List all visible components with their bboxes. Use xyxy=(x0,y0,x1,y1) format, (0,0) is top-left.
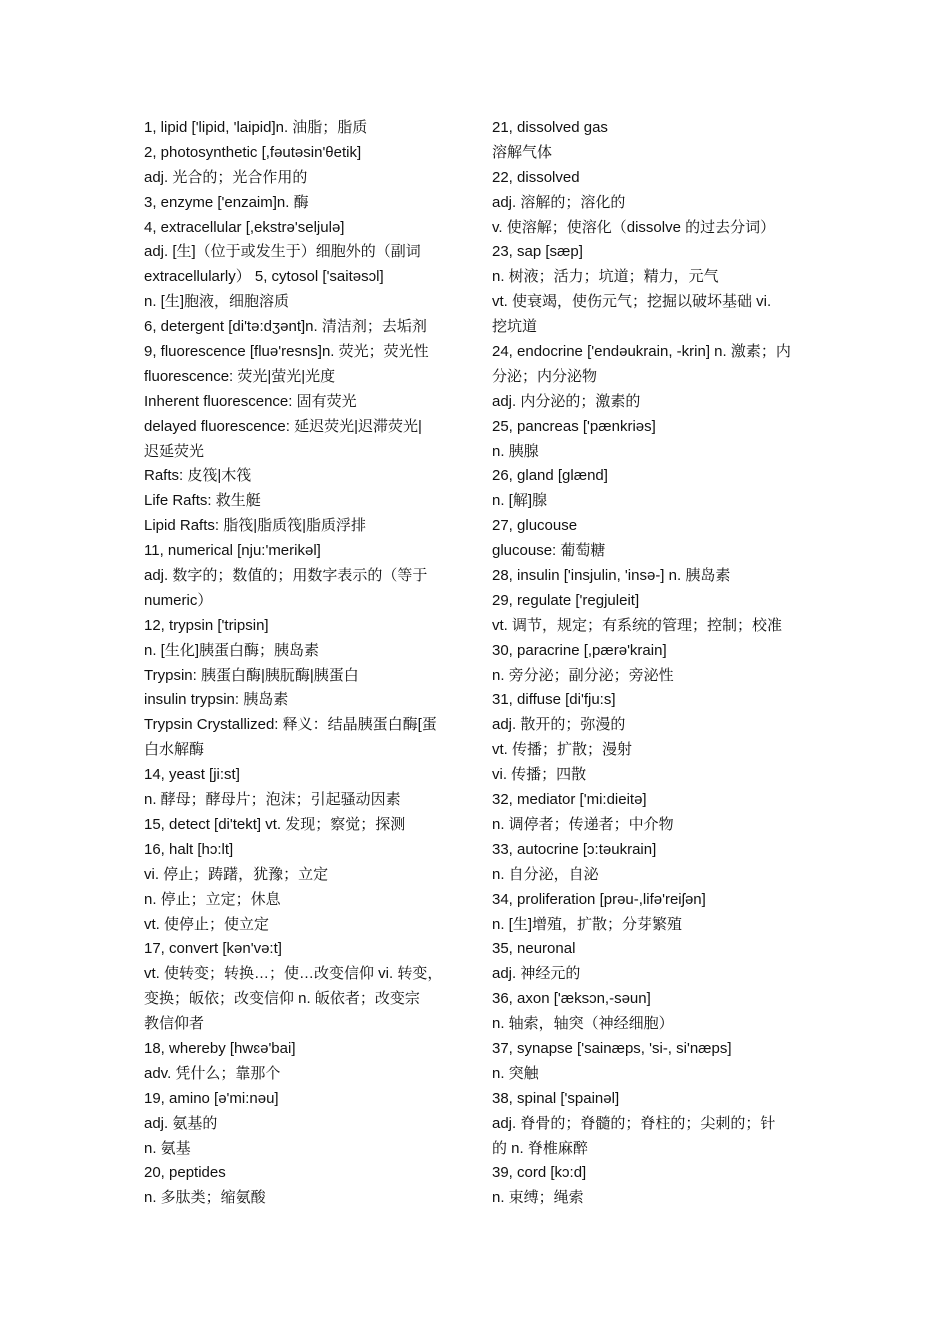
text-line: adj. 光合的；光合作用的 xyxy=(144,168,308,186)
text-line: 迟延荧光 xyxy=(144,442,205,460)
right-column xyxy=(492,116,812,1211)
text-line: vi. 传播；四散 xyxy=(492,766,587,784)
text-line: 26, gland [ɡlænd] xyxy=(492,467,608,485)
text-line: 29, regulate ['reɡjuleit] xyxy=(492,591,640,609)
text-line: 31, diffuse [di'fju:s] xyxy=(492,691,616,709)
text-line: adv. 凭什么；靠那个 xyxy=(144,1064,281,1082)
text-line: 3, enzyme ['enzaim]n. 酶 xyxy=(144,193,309,211)
text-line: Trypsin Crystallized: 释义：结晶胰蛋白酶[蛋 xyxy=(144,716,437,734)
text-line: 的 n. 脊椎麻醉 xyxy=(492,1139,588,1157)
text-line: 35, neuronal xyxy=(492,940,576,958)
text-line: fluorescence: 荧光|萤光|光度 xyxy=(144,367,336,385)
text-line: 38, spinal ['spainəl] xyxy=(492,1089,620,1107)
text-line: delayed fluorescence: 延迟荧光|迟滞荧光| xyxy=(144,417,422,435)
text-line: vt. 使衰竭，使伤元气；挖掘以破坏基础 vi. xyxy=(492,293,772,311)
text-line: 19, amino [ə'mi:nəu] xyxy=(144,1089,279,1107)
text-line: adj. 散开的；弥漫的 xyxy=(492,716,626,734)
text-line: adj. 神经元的 xyxy=(492,965,581,983)
text-line: Rafts: 皮筏|木筏 xyxy=(144,467,252,485)
text-line: v. 使溶解；使溶化（dissolve 的过去分词） xyxy=(492,218,776,236)
text-line: 11, numerical [nju:'merikəl] xyxy=(144,542,321,560)
text-line: n. 束缚；绳索 xyxy=(492,1189,584,1207)
text-line: Inherent fluorescence: 固有荧光 xyxy=(144,392,357,410)
text-line: vi. 停止；踌躇，犹豫；立定 xyxy=(144,865,329,883)
text-line: n. [生]胞液，细胞溶质 xyxy=(144,293,290,311)
text-line: vt. 使停止；使立定 xyxy=(144,915,270,933)
text-line: 20, peptides xyxy=(144,1164,226,1182)
text-line: 25, pancreas ['pænkriəs] xyxy=(492,417,656,435)
text-line: vt. 传播；扩散；漫射 xyxy=(492,741,633,759)
text-line: 39, cord [kɔ:d] xyxy=(492,1164,587,1182)
text-line: 34, proliferation [prəu-,lifə'reiʃən] xyxy=(492,890,706,908)
text-line: 挖坑道 xyxy=(492,318,538,336)
text-line: 14, yeast [ji:st] xyxy=(144,766,240,784)
text-line: 4, extracellular [,ekstrə'seljulə] xyxy=(144,218,345,236)
text-line: 24, endocrine ['endəukrain, -krin] n. 激素；内 xyxy=(492,343,791,361)
text-line: 白水解酶 xyxy=(144,741,205,759)
text-line: adj. 内分泌的；激素的 xyxy=(492,392,641,410)
text-line: n. 酵母；酵母片；泡沫；引起骚动因素 xyxy=(144,791,401,809)
text-line: 变换；皈依；改变信仰 n. 皈依者；改变宗 xyxy=(144,990,420,1008)
text-line: n. 调停者；传递者；中介物 xyxy=(492,815,674,833)
text-line: Lipid Rafts: 脂筏|脂质筏|脂质浮排 xyxy=(144,517,366,535)
text-line: 37, synapse ['sainæps, 'si-, si'næps] xyxy=(492,1039,732,1057)
text-line: 30, paracrine [,pærə'krain] xyxy=(492,641,667,659)
text-line: 28, insulin ['insjulin, 'insə-] n. 胰岛素 xyxy=(492,567,731,585)
text-line: glucouse: 葡萄糖 xyxy=(492,542,606,560)
text-line: 17, convert [kən'və:t] xyxy=(144,940,282,958)
text-line: n. 轴索，轴突（神经细胞） xyxy=(492,1015,674,1033)
text-line: 教信仰者 xyxy=(144,1015,205,1033)
text-line: n. 多肽类；缩氨酸 xyxy=(144,1189,266,1207)
text-line: n. [生化]胰蛋白酶；胰岛素 xyxy=(144,641,320,659)
left-column xyxy=(144,116,464,1211)
text-line: numeric） xyxy=(144,591,213,609)
text-line: 16, halt [hɔ:lt] xyxy=(144,840,234,858)
text-line: 9, fluorescence [fluə'resns]n. 荧光；荧光性 xyxy=(144,343,429,361)
text-line: 15, detect [di'tekt] vt. 发现；察觉；探测 xyxy=(144,815,406,833)
text-line: n. 自分泌，自泌 xyxy=(492,865,599,883)
text-line: vt. 使转变；转换…；使…改变信仰 vi. 转变， xyxy=(144,965,443,983)
text-line: n. [解]腺 xyxy=(492,492,548,510)
text-line: extracellularly） 5, cytosol ['saitəsɔl] xyxy=(144,268,384,286)
text-line: adj. [生]（位于或发生于）细胞外的（副词 xyxy=(144,243,421,261)
text-line: 23, sap [sæp] xyxy=(492,243,583,261)
text-line: n. 胰腺 xyxy=(492,442,539,460)
text-line: 27, glucouse xyxy=(492,517,578,535)
text-line: vt. 调节，规定；有系统的管理；控制；校准 xyxy=(492,616,783,634)
text-line: adj. 溶解的；溶化的 xyxy=(492,193,626,211)
text-line: adj. 脊骨的；脊髓的；脊柱的；尖刺的；针 xyxy=(492,1114,776,1132)
text-line: 22, dissolved xyxy=(492,168,580,186)
text-line: Life Rafts: 救生艇 xyxy=(144,492,261,510)
text-line: 32, mediator ['mi:dieitə] xyxy=(492,791,647,809)
text-line: 1, lipid ['lipid, 'laipid]n. 油脂；脂质 xyxy=(144,119,368,136)
text-line: 33, autocrine [ɔ:təukrain] xyxy=(492,840,657,858)
text-line: adj. 数字的；数值的；用数字表示的（等于 xyxy=(144,567,428,585)
text-line: n. [生]增殖，扩散；分芽繁殖 xyxy=(492,915,683,933)
text-line: 12, trypsin ['tripsin] xyxy=(144,616,269,634)
text-line: insulin trypsin: 胰岛素 xyxy=(144,691,289,709)
text-line: n. 氨基 xyxy=(144,1139,191,1157)
text-line: n. 旁分泌；副分泌；旁泌性 xyxy=(492,666,674,684)
text-line: 分泌；内分泌物 xyxy=(492,367,598,385)
text-line: 36, axon ['æksɔn,-səun] xyxy=(492,990,651,1008)
text-line: 2, photosynthetic [,fəutəsin'θetik] xyxy=(144,143,362,161)
text-line: n. 树液；活力；坑道；精力，元气 xyxy=(492,268,719,286)
text-line: 溶解气体 xyxy=(492,143,553,161)
text-line: 21, dissolved gas xyxy=(492,119,608,136)
text-line: n. 突触 xyxy=(492,1064,539,1082)
text-line: 6, detergent [di'tə:dʒənt]n. 清洁剂；去垢剂 xyxy=(144,318,427,336)
text-line: adj. 氨基的 xyxy=(144,1114,218,1132)
text-line: Trypsin: 胰蛋白酶|胰朊酶|胰蛋白 xyxy=(144,666,359,684)
text-line: 18, whereby [hwɛə'bai] xyxy=(144,1039,296,1057)
text-line: n. 停止；立定；休息 xyxy=(144,890,281,908)
